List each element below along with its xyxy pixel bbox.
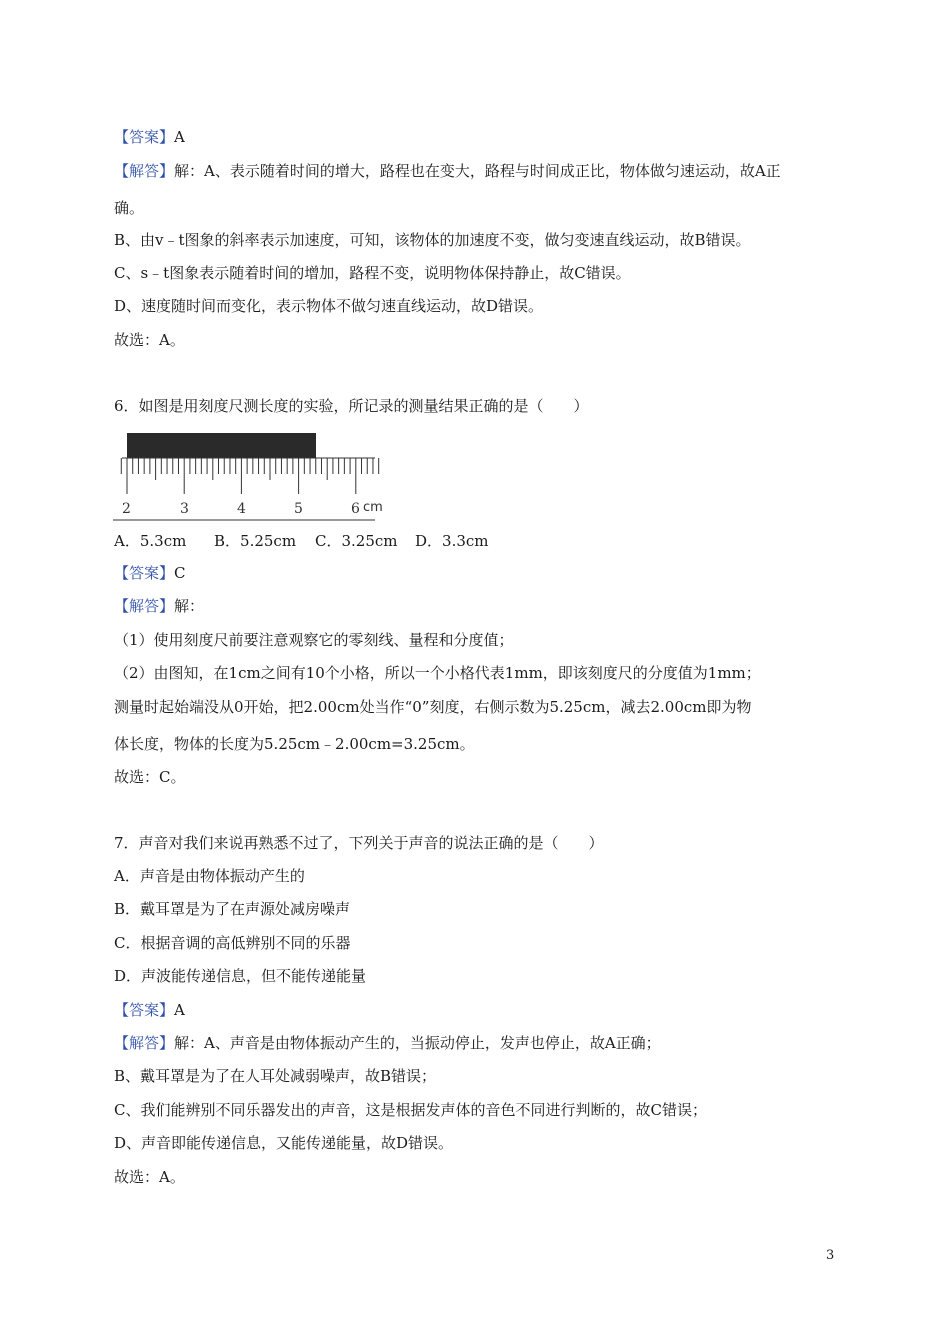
ruler-label-6: 6 — [351, 501, 360, 517]
ruler-label-3: 3 — [180, 501, 189, 517]
ruler-figure — [110, 425, 400, 525]
q6-option-d: D．3.3cm — [415, 532, 489, 550]
q6-option-b: B．5.25cm — [214, 532, 297, 550]
q7-line-b: B、戴耳罩是为了在人耳处减弱噪声，故B错误； — [114, 1067, 437, 1085]
ruler-label-5: 5 — [294, 501, 303, 517]
answer-value: A — [174, 1001, 185, 1019]
q5-line-b: B、由v﹣t图象的斜率表示加速度，可知，该物体的加速度不变，做匀变速直线运动，故B错误。 — [114, 231, 751, 249]
ruler-label-4: 4 — [237, 501, 246, 517]
q7-option-d: D．声波能传递信息，但不能传递能量 — [114, 967, 367, 985]
q6-line2: （2）由图知，在1cm之间有10个小格，所以一个小格代表1mm，即该刻度尺的分度值为1mm； — [114, 664, 761, 682]
analysis-tag: 【解答】 — [114, 597, 175, 615]
q6-options — [114, 531, 489, 551]
analysis-tag: 【解答】 — [114, 1034, 175, 1052]
analysis-text: 解： — [174, 597, 205, 615]
analysis-text: 解：A、声音是由物体振动产生的，当振动停止，发声也停止，故A正确； — [174, 1034, 661, 1052]
q6-conclusion: 故选：C。 — [114, 768, 186, 786]
q6-question: 6．如图是用刻度尺测长度的实验，所记录的测量结果正确的是（ ） — [114, 397, 589, 415]
answer-value: A — [174, 128, 185, 146]
analysis-text: 解：A、表示随着时间的增大，路程也在变大，路程与时间成正比，物体做匀速运动，故A正 — [174, 162, 781, 180]
answer-value: C — [174, 564, 186, 582]
q5-line-c: C、s﹣t图象表示随着时间的增加，路程不变，说明物体保持静止，故C错误。 — [114, 264, 631, 282]
q7-option-c: C．根据音调的高低辨别不同的乐器 — [114, 934, 351, 952]
q6-line1: （1）使用刻度尺前要注意观察它的零刻线、量程和分度值； — [114, 631, 514, 649]
answer-tag: 【答案】 — [114, 1001, 175, 1019]
q6-line3: 测量时起始端没从0开始，把2.00cm处当作“0”刻度，右侧示数为5.25cm，减去2.00cm即为物 — [114, 698, 752, 716]
ruler-ticks — [121, 458, 378, 494]
q7-line-c: C、我们能辨别不同乐器发出的声音，这是根据发声体的音色不同进行判断的，故C错误； — [114, 1101, 707, 1119]
q7-option-b: B．戴耳罩是为了在声源处减房噪声 — [114, 900, 351, 918]
q5-analysis-line2: 确。 — [114, 199, 145, 217]
analysis-tag: 【解答】 — [114, 162, 175, 180]
q7-conclusion: 故选：A。 — [114, 1168, 185, 1186]
q7-answer — [114, 1000, 185, 1020]
q5-answer — [114, 127, 185, 147]
q6-option-a: A．5.3cm — [114, 532, 187, 550]
q7-question: 7．声音对我们来说再熟悉不过了，下列关于声音的说法正确的是（ ） — [114, 834, 604, 852]
q7-option-a: A．声音是由物体振动产生的 — [114, 867, 305, 885]
q6-answer — [114, 563, 186, 583]
page-number: 3 — [826, 1248, 835, 1263]
q6-line4: 体长度，物体的长度为5.25cm﹣2.00cm=3.25cm。 — [114, 735, 475, 753]
answer-tag: 【答案】 — [114, 564, 175, 582]
ruler-label-2: 2 — [122, 501, 131, 517]
q7-line-d: D、声音即能传递信息，又能传递能量，故D错误。 — [114, 1134, 454, 1152]
q5-line-d: D、速度随时间而变化，表示物体不做匀速直线运动，故D错误。 — [114, 297, 544, 315]
q6-option-c: C．3.25cm — [315, 532, 398, 550]
answer-tag: 【答案】 — [114, 128, 175, 146]
measured-object — [127, 433, 316, 458]
q6-analysis-head — [114, 596, 204, 616]
q5-analysis-line1 — [114, 161, 781, 181]
ruler-unit: cm — [363, 500, 383, 515]
q7-analysis-line1 — [114, 1033, 661, 1053]
q5-conclusion: 故选：A。 — [114, 331, 185, 349]
